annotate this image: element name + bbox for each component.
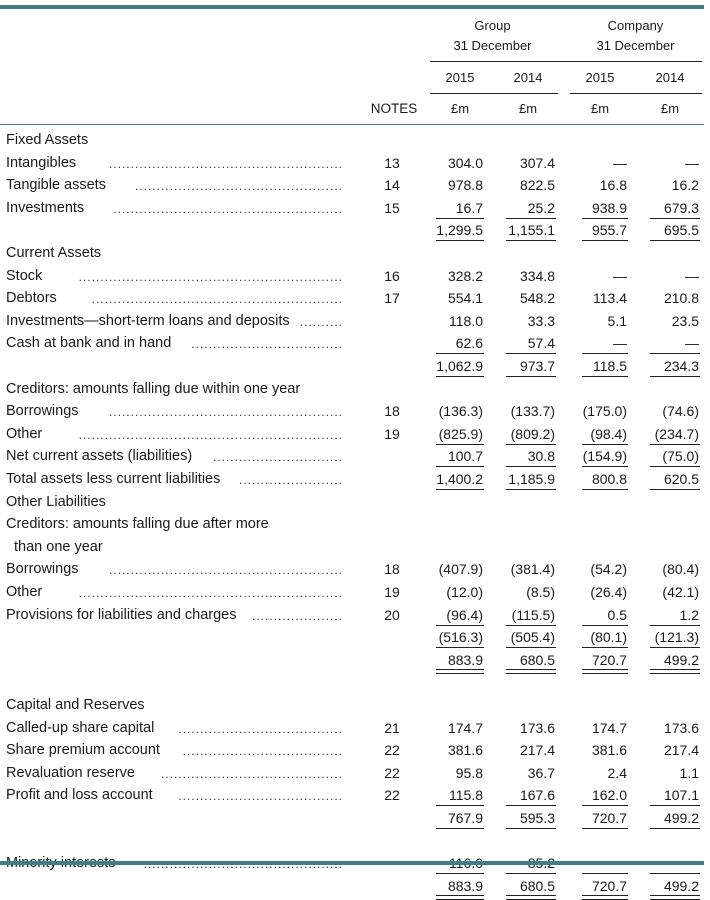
value-cell: 334.8 [519,268,555,284]
value-cell: (407.9) [438,561,483,577]
value-cell: 16.8 [599,177,627,193]
group-header [430,16,555,56]
value-cell: 800.8 [591,471,627,487]
value-cell: (175.0) [582,403,627,419]
value-cell: 554.1 [447,290,483,306]
value-cell: 217.4 [663,742,699,758]
value-cell: (121.3) [654,629,699,645]
value-cell: 1,299.5 [436,222,483,238]
row-label: Other [6,584,43,600]
year-2015-company: 2015 [585,70,615,85]
value-cell: 499.2 [663,810,699,826]
double-underline [436,895,484,900]
value-cell: 234.3 [663,358,699,374]
year-underline [430,93,558,94]
total-underline [582,444,628,445]
total-underline [650,625,700,626]
value-cell: 113.4 [593,290,627,306]
value-cell: 174.7 [447,720,483,736]
total-underline [436,489,484,490]
value-cell: — [613,155,627,171]
year-2014-company: 2014 [655,70,685,85]
row-note: 17 [384,290,400,306]
unit-group-2014: £m [518,101,538,116]
value-cell: 162.0 [591,787,627,803]
row-label: Current Assets [6,245,102,261]
total-underline [582,240,628,241]
total-underline [650,647,700,648]
row-note: 22 [384,765,400,781]
leader-dots: .......................................... [160,767,343,781]
value-cell: 62.6 [455,335,483,351]
row-label: Total assets less current liabilities [6,471,221,487]
leader-dots: ................................... [191,337,343,351]
value-cell: 1,062.9 [436,358,483,374]
total-underline [650,444,700,445]
value-cell: (74.6) [662,403,699,419]
value-cell: (115.5) [511,607,555,623]
total-underline [650,376,700,377]
total-underline [436,466,484,467]
total-underline [650,805,700,806]
value-cell: (8.5) [526,584,555,600]
group-date: 31 December [453,38,532,53]
unit-company-2014: £m [660,101,680,116]
leader-dots: ..................... [251,609,343,623]
value-cell: — [613,268,627,284]
value-cell: 720.7 [591,878,627,894]
value-cell: (154.9) [582,448,627,464]
total-underline [582,466,628,467]
total-underline [506,647,556,648]
row-note: 22 [384,742,400,758]
row-label: Creditors: amounts falling due after more [6,516,269,532]
value-cell: 1,185.9 [508,471,555,487]
leader-dots: ..................................................... [113,202,343,216]
value-cell: 595.3 [519,810,555,826]
total-underline [506,828,556,829]
value-cell: (505.4) [510,629,555,645]
top-rule [0,5,704,9]
double-underline [436,669,484,674]
total-underline [436,828,484,829]
total-underline [436,218,484,219]
total-underline [506,625,556,626]
leader-dots: ............................................................. [78,270,343,284]
value-cell: (825.9) [438,426,483,442]
row-note: 19 [384,426,400,442]
leader-dots: ................................................ [134,179,343,193]
value-cell: 499.2 [663,878,699,894]
row-label: Profit and loss account [6,787,153,803]
value-cell: 173.6 [519,720,555,736]
leader-dots: ...................................................... [108,157,343,171]
header-divider [430,61,702,62]
row-label: Investments [6,200,85,216]
value-cell: 33.3 [527,313,555,329]
value-cell: (12.0) [446,584,483,600]
value-cell: 5.1 [607,313,627,329]
leader-dots: ...................................... [178,722,343,736]
value-cell: 955.7 [591,222,627,238]
row-note: 18 [384,403,400,419]
header-bottom-rule [0,124,704,125]
total-underline [506,218,556,219]
row-label: Stock [6,268,43,284]
row-label: than one year [14,539,103,555]
leader-dots: ............................................................. [78,586,343,600]
value-cell: 107.1 [663,787,699,803]
row-note: 22 [384,787,400,803]
value-cell: 1.2 [679,607,699,623]
group-label: Group [474,18,511,33]
leader-dots: .......... [299,315,343,329]
row-note: 15 [384,200,400,216]
total-underline [650,466,700,467]
value-cell: 118.5 [593,358,627,374]
total-underline [582,218,628,219]
value-cell: 695.5 [663,222,699,238]
value-cell: 36.7 [527,765,555,781]
total-underline [436,376,484,377]
value-cell: — [685,335,699,351]
value-cell: 307.4 [519,155,555,171]
bottom-rule [0,861,704,865]
total-underline [436,805,484,806]
value-cell: (381.4) [510,561,555,577]
total-underline [506,466,556,467]
value-cell: (516.3) [438,629,483,645]
value-cell: 679.3 [663,200,699,216]
total-underline [650,489,700,490]
double-underline [582,895,628,900]
row-label: Creditors: amounts falling due within one year [6,381,301,397]
value-cell: 973.7 [519,358,555,374]
leader-dots: ...................................................... [108,563,343,577]
value-cell: 978.8 [447,177,483,193]
row-label: Intangibles [6,155,77,171]
double-underline [650,895,700,900]
value-cell: 720.7 [591,652,627,668]
value-cell: 883.9 [447,878,483,894]
leader-dots: ...................................... [178,789,343,803]
total-underline [506,444,556,445]
row-note: 19 [384,584,400,600]
value-cell: 16.7 [455,200,483,216]
value-cell: (136.3) [438,403,483,419]
leader-dots: ...................................................... [108,405,343,419]
total-underline [506,353,556,354]
value-cell: 499.2 [663,652,699,668]
value-cell: 57.4 [527,335,555,351]
unit-group-2015: £m [450,101,470,116]
total-underline [506,873,556,874]
total-underline [506,489,556,490]
value-cell: 938.9 [591,200,627,216]
total-underline [650,218,700,219]
total-underline [650,353,700,354]
total-underline [582,353,628,354]
value-cell: (133.7) [510,403,555,419]
value-cell: 95.8 [455,765,483,781]
value-cell: 304.0 [447,155,483,171]
value-cell: (96.4) [446,607,483,623]
total-underline [582,828,628,829]
value-cell: 0.5 [607,607,627,623]
leader-dots: .............................. [212,450,343,464]
value-cell: 174.7 [591,720,627,736]
value-cell: 100.7 [447,448,483,464]
value-cell: — [685,268,699,284]
total-underline [650,828,700,829]
value-cell: (75.0) [662,448,699,464]
value-cell: 173.6 [663,720,699,736]
row-label: Cash at bank and in hand [6,335,172,351]
value-cell: (234.7) [654,426,699,442]
value-cell: (42.1) [662,584,699,600]
value-cell: — [685,155,699,171]
value-cell: 167.6 [519,787,555,803]
value-cell: (80.1) [590,629,627,645]
row-label: Called-up share capital [6,720,155,736]
value-cell: (26.4) [590,584,627,600]
notes-header: NOTES [370,101,418,116]
row-label: Net current assets (liabilities) [6,448,193,464]
row-note: 14 [384,177,400,193]
value-cell: 25.2 [527,200,555,216]
row-note: 21 [384,720,400,736]
row-note: 13 [384,155,400,171]
company-header [573,16,698,56]
value-cell: 1,400.2 [436,471,483,487]
double-underline [582,669,628,674]
row-label: Borrowings [6,403,79,419]
total-underline [582,489,628,490]
total-underline [506,376,556,377]
unit-company-2015: £m [590,101,610,116]
row-label: Other [6,426,43,442]
row-note: 20 [384,607,400,623]
double-underline [506,895,556,900]
leader-dots: ..................................... [182,744,343,758]
value-cell: 16.2 [671,177,699,193]
value-cell: 720.7 [591,810,627,826]
total-underline [436,647,484,648]
year-2014-group: 2014 [513,70,543,85]
value-cell: (80.4) [662,561,699,577]
row-label: Debtors [6,290,57,306]
total-underline [436,625,484,626]
value-cell: 30.8 [527,448,555,464]
total-underline [582,647,628,648]
total-underline [582,376,628,377]
row-label: Provisions for liabilities and charges [6,607,237,623]
value-cell: (54.2) [590,561,627,577]
leader-dots: .......................................................... [91,292,343,306]
company-label: Company [607,18,664,33]
double-underline [506,669,556,674]
total-underline [436,240,484,241]
total-underline [436,353,484,354]
value-cell: 217.4 [519,742,555,758]
value-cell: — [613,335,627,351]
total-underline [582,805,628,806]
total-underline [582,873,628,874]
row-label: Capital and Reserves [6,697,145,713]
company-date: 31 December [596,38,675,53]
row-label: Share premium account [6,742,160,758]
value-cell: (809.2) [510,426,555,442]
year-2015-group: 2015 [445,70,475,85]
value-cell: 767.9 [447,810,483,826]
row-label: Fixed Assets [6,132,89,148]
value-cell: 381.6 [591,742,627,758]
total-underline [582,625,628,626]
value-cell: 118.0 [449,313,483,329]
total-underline [506,240,556,241]
value-cell: 1,155.1 [508,222,555,238]
value-cell: 620.5 [663,471,699,487]
row-label: Investments—short-term loans and deposits [6,313,290,329]
leader-dots: ............................................................. [78,428,343,442]
row-note: 16 [384,268,400,284]
value-cell: 381.6 [447,742,483,758]
row-label: Tangible assets [6,177,106,193]
value-cell: 548.2 [519,290,555,306]
row-label: Other Liabilities [6,494,106,510]
row-note: 18 [384,561,400,577]
total-underline [650,873,700,874]
year-underline [570,93,702,94]
value-cell: 23.5 [671,313,699,329]
value-cell: (98.4) [590,426,627,442]
value-cell: 1.1 [679,765,699,781]
value-cell: 822.5 [519,177,555,193]
value-cell: 680.5 [519,652,555,668]
total-underline [436,444,484,445]
double-underline [650,669,700,674]
total-underline [506,805,556,806]
leader-dots: ........................ [238,473,343,487]
value-cell: 115.8 [449,787,483,803]
total-underline [650,240,700,241]
total-underline [436,873,484,874]
value-cell: 328.2 [447,268,483,284]
row-label: Revaluation reserve [6,765,135,781]
row-label: Borrowings [6,561,79,577]
value-cell: 883.9 [447,652,483,668]
value-cell: 2.4 [607,765,627,781]
value-cell: 210.8 [663,290,699,306]
value-cell: 680.5 [519,878,555,894]
